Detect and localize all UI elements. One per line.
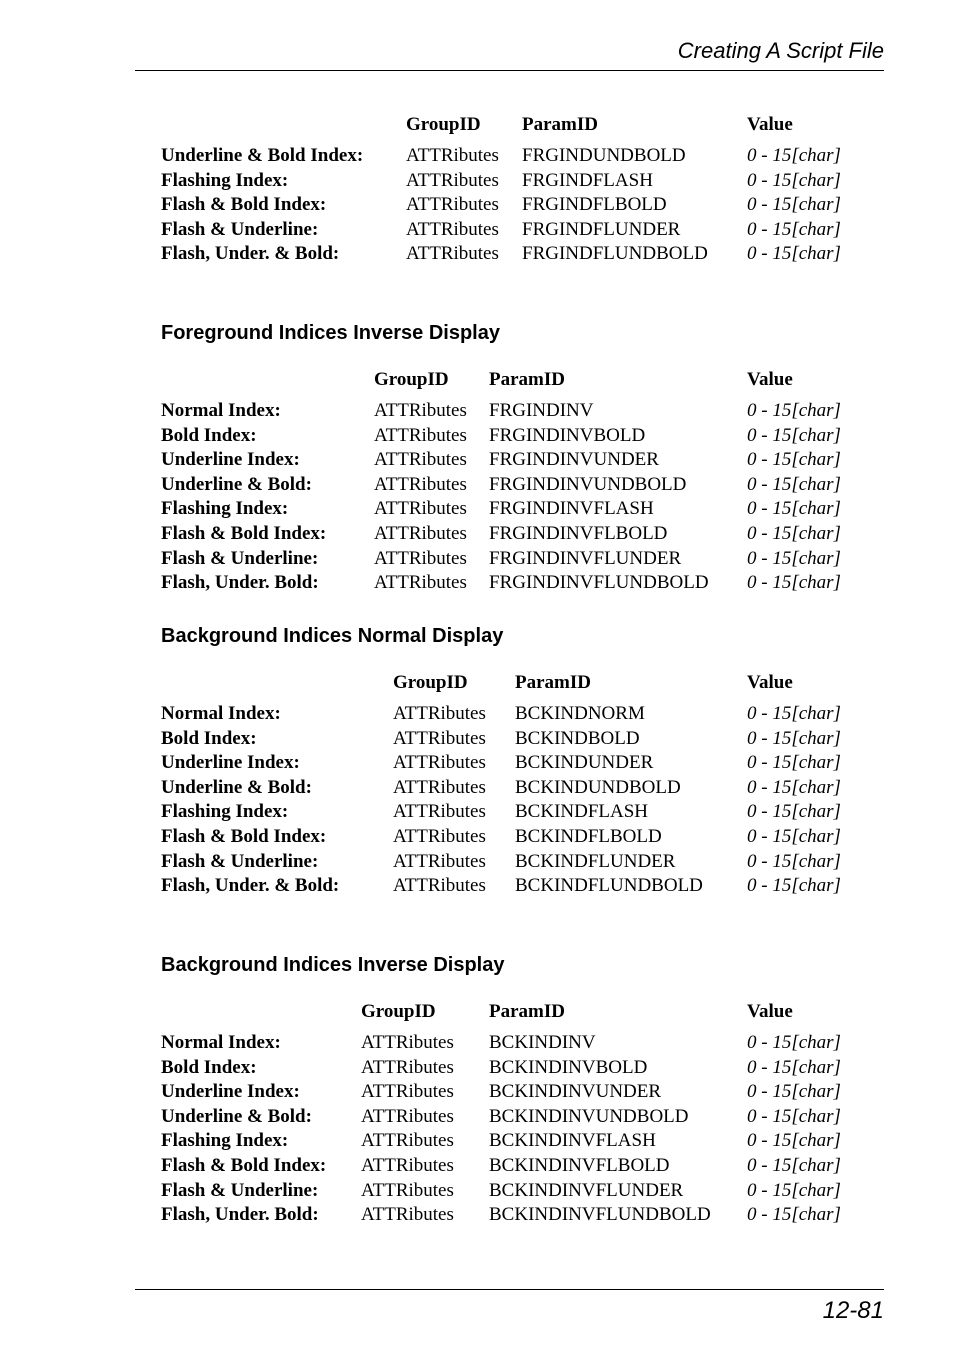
- row-label: Flashing Index:: [161, 498, 289, 520]
- param-id-cell: BCKINDUNDER: [515, 752, 654, 774]
- param-id-cell: BCKINDINVFLBOLD: [489, 1154, 670, 1176]
- table-row: [161, 1056, 861, 1081]
- row-label: Underline Index:: [161, 449, 300, 471]
- table-header-row: [161, 1000, 861, 1031]
- row-label: Flash & Underline:: [161, 850, 319, 872]
- column-header-param: ParamID: [515, 672, 591, 693]
- group-id-cell: ATTRibutes: [393, 752, 486, 774]
- row-label: Flash & Underline:: [161, 547, 319, 569]
- column-header-group: GroupID: [406, 114, 481, 135]
- table-row: [161, 800, 861, 825]
- group-id-cell: ATTRibutes: [393, 776, 486, 798]
- value-range-cell: 0 - 15[char]: [747, 1154, 841, 1176]
- value-range-cell: 0 - 15[char]: [747, 1105, 841, 1127]
- value-range-cell: 0 - 15[char]: [747, 776, 841, 798]
- row-label: Flash & Bold Index:: [161, 194, 327, 216]
- value-range-cell: 0 - 15[char]: [747, 1179, 841, 1201]
- group-id-cell: ATTRibutes: [361, 1130, 454, 1152]
- table-row: [161, 144, 861, 169]
- footer-rule: [135, 1289, 884, 1290]
- row-label: Flash, Under. Bold:: [161, 572, 319, 594]
- param-id-cell: FRGINDINVFLUNDBOLD: [489, 572, 709, 594]
- value-range-cell: 0 - 15[char]: [747, 1056, 841, 1078]
- group-id-cell: ATTRibutes: [374, 522, 467, 544]
- param-table-background-normal: [161, 671, 861, 899]
- table-row: [161, 874, 861, 899]
- row-label: Bold Index:: [161, 424, 257, 446]
- table-row: [161, 776, 861, 801]
- row-label: Flash, Under. Bold:: [161, 1204, 319, 1226]
- table-row: [161, 751, 861, 776]
- row-label: Flashing Index:: [161, 1130, 289, 1152]
- param-id-cell: FRGINDFLUNDBOLD: [522, 243, 708, 265]
- group-id-cell: ATTRibutes: [374, 424, 467, 446]
- group-id-cell: ATTRibutes: [393, 850, 486, 872]
- group-id-cell: ATTRibutes: [374, 547, 467, 569]
- row-label: Bold Index:: [161, 1056, 257, 1078]
- param-table-foreground-normal-continued: [161, 113, 861, 267]
- table-row: [161, 169, 861, 194]
- column-header-value: Value: [747, 114, 793, 135]
- row-label: Normal Index:: [161, 400, 281, 421]
- table-row: [161, 1129, 861, 1154]
- row-label: Underline Index:: [161, 752, 300, 774]
- value-range-cell: 0 - 15[char]: [747, 218, 841, 240]
- value-range-cell: 0 - 15[char]: [747, 825, 841, 847]
- group-id-cell: ATTRibutes: [393, 727, 486, 749]
- row-label: Flashing Index:: [161, 801, 289, 823]
- param-id-cell: FRGINDINVFLASH: [489, 498, 654, 520]
- group-id-cell: ATTRibutes: [406, 194, 499, 216]
- table-row: [161, 242, 861, 267]
- row-label: Underline & Bold Index:: [161, 145, 364, 166]
- value-range-cell: 0 - 15[char]: [747, 1081, 841, 1103]
- param-id-cell: BCKINDINVBOLD: [489, 1056, 648, 1078]
- group-id-cell: ATTRibutes: [361, 1081, 454, 1103]
- row-label: Bold Index:: [161, 727, 257, 749]
- param-id-cell: BCKINDINVFLUNDBOLD: [489, 1204, 711, 1226]
- page-number: 12-81: [822, 1297, 884, 1324]
- param-id-cell: BCKINDINVUNDER: [489, 1081, 662, 1103]
- group-id-cell: ATTRibutes: [393, 875, 486, 897]
- column-header-group: GroupID: [393, 672, 468, 693]
- param-id-cell: FRGINDINVUNDBOLD: [489, 473, 687, 495]
- row-label: Flash & Bold Index:: [161, 522, 327, 544]
- value-range-cell: 0 - 15[char]: [747, 1032, 841, 1053]
- row-label: Flash & Underline:: [161, 1179, 319, 1201]
- group-id-cell: ATTRibutes: [374, 400, 467, 421]
- table-row: [161, 218, 861, 243]
- table-header-row: [161, 113, 861, 144]
- group-id-cell: ATTRibutes: [361, 1179, 454, 1201]
- group-id-cell: ATTRibutes: [393, 703, 486, 724]
- table-row: [161, 193, 861, 218]
- table-row: [161, 497, 861, 522]
- table-row: [161, 424, 861, 449]
- group-id-cell: ATTRibutes: [406, 243, 499, 265]
- value-range-cell: 0 - 15[char]: [747, 243, 841, 265]
- value-range-cell: 0 - 15[char]: [747, 449, 841, 471]
- param-id-cell: FRGINDUNDBOLD: [522, 145, 686, 166]
- column-header-param: ParamID: [522, 114, 598, 135]
- group-id-cell: ATTRibutes: [361, 1056, 454, 1078]
- row-label: Underline & Bold:: [161, 776, 312, 798]
- param-id-cell: BCKINDINVFLUNDER: [489, 1179, 684, 1201]
- param-id-cell: BCKINDBOLD: [515, 727, 640, 749]
- group-id-cell: ATTRibutes: [374, 572, 467, 594]
- running-header-title: Creating A Script File: [677, 38, 884, 63]
- param-id-cell: FRGINDINVUNDER: [489, 449, 659, 471]
- table-row: [161, 1080, 861, 1105]
- header-rule: [135, 70, 884, 71]
- row-label: Flash & Bold Index:: [161, 1154, 327, 1176]
- value-range-cell: 0 - 15[char]: [747, 1204, 841, 1226]
- param-id-cell: BCKINDINVFLASH: [489, 1130, 656, 1152]
- group-id-cell: ATTRibutes: [374, 449, 467, 471]
- param-id-cell: BCKINDFLUNDBOLD: [515, 875, 703, 897]
- group-id-cell: ATTRibutes: [406, 145, 499, 166]
- group-id-cell: ATTRibutes: [361, 1105, 454, 1127]
- param-id-cell: FRGINDINVBOLD: [489, 424, 646, 446]
- table-row: [161, 473, 861, 498]
- table-row: [161, 702, 861, 727]
- param-id-cell: FRGINDINVFLBOLD: [489, 522, 668, 544]
- value-range-cell: 0 - 15[char]: [747, 547, 841, 569]
- section-heading-background-inverse: Background Indices Inverse Display: [161, 954, 505, 976]
- value-range-cell: 0 - 15[char]: [747, 522, 841, 544]
- section-heading-foreground-inverse: Foreground Indices Inverse Display: [161, 322, 500, 344]
- value-range-cell: 0 - 15[char]: [747, 801, 841, 823]
- param-id-cell: BCKINDINVUNDBOLD: [489, 1105, 689, 1127]
- group-id-cell: ATTRibutes: [374, 473, 467, 495]
- table-row: [161, 1179, 861, 1204]
- group-id-cell: ATTRibutes: [374, 498, 467, 520]
- group-id-cell: ATTRibutes: [393, 801, 486, 823]
- value-range-cell: 0 - 15[char]: [747, 1130, 841, 1152]
- row-label: Underline & Bold:: [161, 473, 312, 495]
- group-id-cell: ATTRibutes: [406, 169, 499, 191]
- column-header-value: Value: [747, 1001, 793, 1022]
- row-label: Flash & Bold Index:: [161, 825, 327, 847]
- param-id-cell: BCKINDFLUNDER: [515, 850, 676, 872]
- column-header-group: GroupID: [374, 369, 449, 390]
- param-id-cell: FRGINDFLASH: [522, 169, 653, 191]
- table-row: [161, 1154, 861, 1179]
- value-range-cell: 0 - 15[char]: [747, 703, 841, 724]
- param-id-cell: BCKINDFLBOLD: [515, 825, 662, 847]
- column-header-group: GroupID: [361, 1001, 436, 1022]
- param-id-cell: BCKINDINV: [489, 1032, 596, 1053]
- value-range-cell: 0 - 15[char]: [747, 473, 841, 495]
- group-id-cell: ATTRibutes: [361, 1154, 454, 1176]
- table-row: [161, 727, 861, 752]
- table-row: [161, 571, 861, 596]
- value-range-cell: 0 - 15[char]: [747, 424, 841, 446]
- column-header-param: ParamID: [489, 369, 565, 390]
- group-id-cell: ATTRibutes: [393, 825, 486, 847]
- row-label: Normal Index:: [161, 703, 281, 724]
- value-range-cell: 0 - 15[char]: [747, 498, 841, 520]
- table-row: [161, 547, 861, 572]
- group-id-cell: ATTRibutes: [361, 1204, 454, 1226]
- value-range-cell: 0 - 15[char]: [747, 572, 841, 594]
- param-table-foreground-inverse: [161, 368, 861, 596]
- value-range-cell: 0 - 15[char]: [747, 400, 841, 421]
- row-label: Flash & Underline:: [161, 218, 319, 240]
- value-range-cell: 0 - 15[char]: [747, 145, 841, 166]
- value-range-cell: 0 - 15[char]: [747, 752, 841, 774]
- row-label: Flash, Under. & Bold:: [161, 243, 340, 265]
- param-id-cell: FRGINDFLUNDER: [522, 218, 681, 240]
- table-row: [161, 522, 861, 547]
- column-header-value: Value: [747, 369, 793, 390]
- value-range-cell: 0 - 15[char]: [747, 727, 841, 749]
- param-id-cell: FRGINDINVFLUNDER: [489, 547, 682, 569]
- param-id-cell: FRGINDFLBOLD: [522, 194, 667, 216]
- column-header-value: Value: [747, 672, 793, 693]
- value-range-cell: 0 - 15[char]: [747, 875, 841, 897]
- group-id-cell: ATTRibutes: [361, 1032, 454, 1053]
- table-row: [161, 1105, 861, 1130]
- table-row: [161, 825, 861, 850]
- param-id-cell: BCKINDFLASH: [515, 801, 649, 823]
- param-id-cell: BCKINDNORM: [515, 703, 645, 724]
- row-label: Flashing Index:: [161, 169, 289, 191]
- group-id-cell: ATTRibutes: [406, 218, 499, 240]
- param-id-cell: BCKINDUNDBOLD: [515, 776, 681, 798]
- row-label: Flash, Under. & Bold:: [161, 875, 340, 897]
- table-header-row: [161, 671, 861, 702]
- value-range-cell: 0 - 15[char]: [747, 850, 841, 872]
- row-label: Underline & Bold:: [161, 1105, 312, 1127]
- table-row: [161, 399, 861, 424]
- value-range-cell: 0 - 15[char]: [747, 169, 841, 191]
- value-range-cell: 0 - 15[char]: [747, 194, 841, 216]
- row-label: Underline Index:: [161, 1081, 300, 1103]
- table-row: [161, 448, 861, 473]
- table-header-row: [161, 368, 861, 399]
- table-row: [161, 1203, 861, 1228]
- section-heading-background-normal: Background Indices Normal Display: [161, 625, 504, 647]
- param-id-cell: FRGINDINV: [489, 400, 594, 421]
- param-table-background-inverse: [161, 1000, 861, 1228]
- table-row: [161, 850, 861, 875]
- row-label: Normal Index:: [161, 1032, 281, 1053]
- column-header-param: ParamID: [489, 1001, 565, 1022]
- table-row: [161, 1031, 861, 1056]
